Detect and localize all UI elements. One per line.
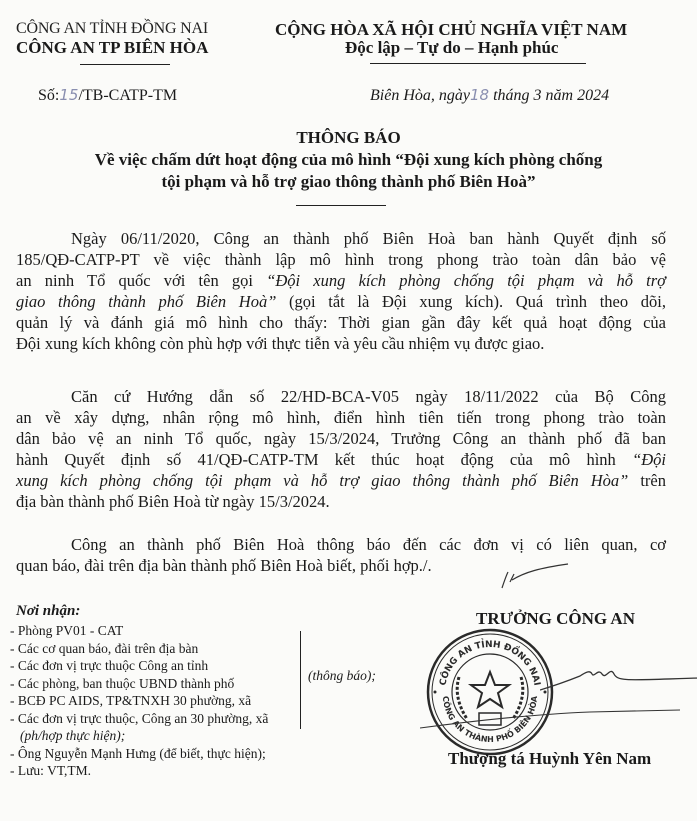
text-line: Đội xung kích không còn phù hợp với thực tiễn và yêu cầu nhiệm vụ được giao. — [16, 334, 545, 353]
doc-number-prefix: Số: — [38, 87, 60, 104]
recipient-item: - Lưu: VT,TM. — [10, 763, 92, 778]
text-line: địa bàn thành phố Biên Hoà từ ngày 15/3/2024. — [16, 492, 330, 511]
recipients-title: Nơi nhận: — [16, 603, 81, 619]
quoted-name: giao thông thành phố Biên Hoà” — [16, 292, 277, 311]
doc-number-handwritten: 15 — [59, 86, 79, 104]
text-line — [16, 270, 666, 291]
recipient-item: - BCĐ PC AIDS, TP&TNXH 30 phường, xã — [10, 693, 252, 708]
text-line — [16, 470, 666, 491]
recipient-item: - Các phòng, ban thuộc UBND thành phố — [10, 675, 235, 691]
bracket-label: (thông báo); — [308, 668, 376, 683]
text-line — [16, 291, 666, 312]
date-day-handwritten: 18 — [469, 86, 490, 104]
recipients-list — [10, 622, 268, 780]
doc-number-suffix: /TB-CATP-TM — [78, 87, 178, 104]
bracket-line — [300, 631, 301, 729]
document-subtitle-line1: Về việc chấm dứt hoạt động của mô hình “Đội xung kích phòng chống — [94, 150, 603, 169]
agency-name: CÔNG AN TP BIÊN HÒA — [16, 38, 209, 57]
text-line: 185/QĐ-CATP-PT về việc thành lập mô hình trong phong trào toàn dân bảo vệ — [16, 250, 666, 269]
text-run: trên — [628, 471, 666, 490]
date-suffix: tháng 3 năm 2024 — [489, 87, 610, 104]
document-number — [38, 86, 177, 105]
text-line: dân bảo vệ an ninh Tổ quốc, ngày 15/3/2024, Trưởng Công an thành phố đã ban — [16, 429, 666, 448]
signature-stroke-icon — [420, 690, 697, 730]
national-title: CỘNG HÒA XÃ HỘI CHỦ NGHĨA VIỆT NAM — [275, 20, 628, 39]
national-motto: Độc lập – Tự do – Hạnh phúc — [345, 38, 559, 57]
recipient-item: - Các cơ quan báo, đài trên địa bàn — [10, 640, 199, 656]
divider — [80, 64, 170, 65]
recipient-item: - Các đơn vị trực thuộc Công an tỉnh — [10, 658, 209, 673]
divider — [296, 205, 386, 206]
recipient-item: - Ông Nguyễn Mạnh Hưng (để biết, thực hiện); — [10, 745, 266, 761]
text-line: Ngày 06/11/2020, Công an thành phố Biên Hoà ban hành Quyết định số — [71, 229, 666, 248]
quoted-name: xung kích phòng chống tội phạm và hỗ trợ giao thông thành phố Biên Hòa” — [16, 471, 629, 490]
text-line: quan báo, đài trên địa bàn thành phố Biên Hoà biết, phối hợp./. — [16, 556, 432, 575]
text-line: Công an thành phố Biên Hoà thông báo đến các đơn vị có liên quan, cơ — [71, 535, 666, 554]
signer-name: Thượng tá Huỳnh Yên Nam — [448, 749, 652, 768]
signer-title: TRƯỞNG CÔNG AN — [476, 609, 635, 628]
recipient-item: - Các đơn vị trực thuộc, Công an 30 phường, xã — [10, 710, 269, 726]
text-line: an về xây dựng, nhân rộng mô hình, điển hình tiên tiến trong phong trào toàn — [16, 408, 666, 427]
text-run: (gọi tắt là Đội xung kích). Quá trình theo dõi, — [276, 292, 666, 311]
body-paragraph-2 — [16, 386, 666, 512]
text-line — [16, 449, 666, 470]
document-title: THÔNG BÁO — [296, 128, 401, 147]
date-prefix: Biên Hòa, ngày — [370, 87, 470, 104]
quoted-name: “Đội xung kích phòng chống tội phạm và hỗ trợ — [266, 271, 666, 290]
document-subtitle-line2: tội phạm và hỗ trợ giao thông thành phố Biên Hoà” — [161, 172, 536, 191]
body-paragraph-1 — [16, 228, 666, 354]
svg-text:CÔNG AN THÀNH PHỐ BIÊN HÒA: CÔNG AN THÀNH PHỐ BIÊN HÒA — [440, 695, 540, 745]
document-date — [370, 86, 609, 105]
recipient-item: - Phòng PV01 - CAT — [10, 623, 124, 638]
quoted-name: “Đội — [632, 450, 666, 469]
text-run: hành Quyết định số 41/QĐ-CATP-TM kết thúc hoạt động của mô hình — [16, 450, 633, 469]
text-line: Căn cứ Hướng dẫn số 22/HD-BCA-V05 ngày 18/11/2022 của Bộ Công — [71, 387, 666, 406]
recipient-item: (ph/hợp thực hiện); — [20, 728, 126, 743]
svg-text:CÔNG AN TỈNH ĐỒNG NAI: CÔNG AN TỈNH ĐỒNG NAI — [438, 639, 542, 687]
text-line: quản lý và đánh giá mô hình cho thấy: Thời gian gần đây kết quả hoạt động của — [16, 313, 666, 332]
agency-parent: CÔNG AN TỈNH ĐỒNG NAI — [16, 20, 208, 37]
text-run: an ninh Tổ quốc với tên gọi — [16, 271, 267, 290]
divider — [370, 63, 586, 64]
initial-signature-icon — [490, 560, 570, 590]
